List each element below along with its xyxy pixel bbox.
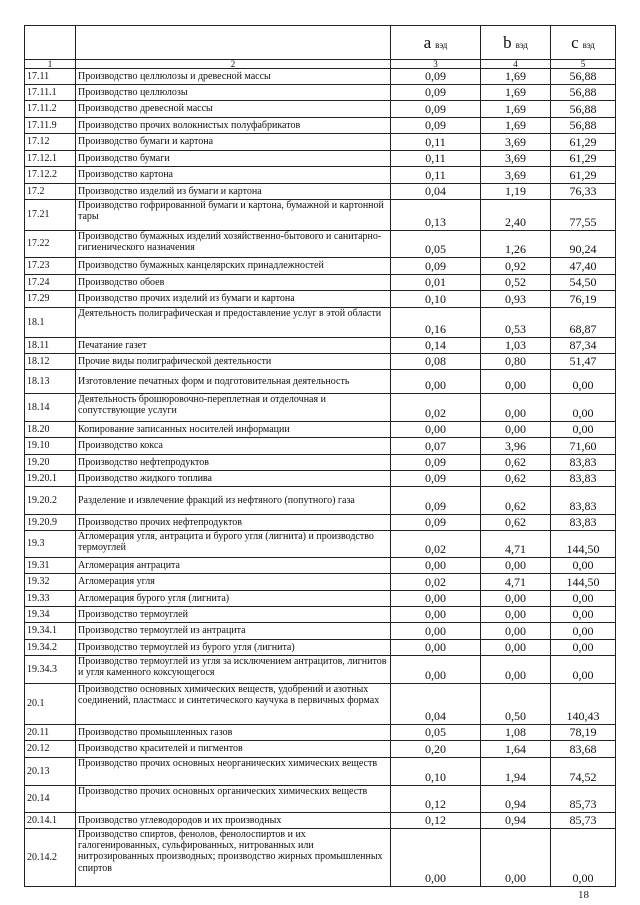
column-number: 1 bbox=[25, 60, 76, 69]
table-row bbox=[25, 275, 616, 291]
row-c-value: 0,00 bbox=[551, 370, 616, 394]
row-name: Производство прочих основных неорганических химических веществ bbox=[76, 758, 391, 786]
row-name: Производство целлюлозы и древесной массы bbox=[76, 69, 391, 85]
row-name: Производство красителей и пигментов bbox=[76, 741, 391, 758]
column-number: 5 bbox=[551, 60, 616, 69]
row-code: 17.11.1 bbox=[25, 85, 76, 101]
row-a-value: 0,05 bbox=[391, 725, 481, 741]
row-code: 19.33 bbox=[25, 591, 76, 607]
row-code: 17.22 bbox=[25, 231, 76, 258]
row-name: Производство изделий из бумаги и картона bbox=[76, 184, 391, 200]
row-c-value: 0,00 bbox=[551, 591, 616, 607]
header-row bbox=[25, 26, 616, 60]
row-code: 18.14 bbox=[25, 394, 76, 422]
table-row bbox=[25, 101, 616, 118]
row-code: 18.12 bbox=[25, 354, 76, 370]
row-b-value: 0,94 bbox=[481, 813, 551, 829]
table-row bbox=[25, 558, 616, 574]
row-a-value: 0,11 bbox=[391, 167, 481, 184]
row-code: 19.20.9 bbox=[25, 515, 76, 531]
row-c-value: 74,52 bbox=[551, 758, 616, 786]
column-number: 2 bbox=[76, 60, 391, 69]
row-a-value: 0,04 bbox=[391, 184, 481, 200]
row-b-value: 0,93 bbox=[481, 291, 551, 308]
row-b-value: 1,69 bbox=[481, 85, 551, 101]
row-c-value: 144,50 bbox=[551, 574, 616, 591]
row-a-value: 0,04 bbox=[391, 684, 481, 725]
row-code: 20.11 bbox=[25, 725, 76, 741]
row-b-value: 0,50 bbox=[481, 684, 551, 725]
table-row bbox=[25, 515, 616, 531]
row-code: 19.20.2 bbox=[25, 487, 76, 515]
row-a-value: 0,09 bbox=[391, 118, 481, 134]
row-name: Агломерация угля, антрацита и бурого угля (лигнита) и производство термоуглей bbox=[76, 531, 391, 558]
table-row bbox=[25, 184, 616, 200]
table-row bbox=[25, 151, 616, 167]
row-a-value: 0,00 bbox=[391, 623, 481, 640]
row-code: 20.14.2 bbox=[25, 829, 76, 887]
row-c-value: 90,24 bbox=[551, 231, 616, 258]
table-row bbox=[25, 291, 616, 308]
row-b-value: 0,00 bbox=[481, 394, 551, 422]
row-name: Агломерация угля bbox=[76, 574, 391, 591]
header-b-label: b bbox=[503, 32, 512, 52]
row-code: 19.20 bbox=[25, 455, 76, 471]
row-name: Производство прочих изделий из бумаги и картона bbox=[76, 291, 391, 308]
header-a bbox=[391, 26, 481, 60]
row-c-value: 0,00 bbox=[551, 623, 616, 640]
row-code: 20.13 bbox=[25, 758, 76, 786]
row-c-value: 54,50 bbox=[551, 275, 616, 291]
row-c-value: 76,19 bbox=[551, 291, 616, 308]
row-code: 17.23 bbox=[25, 258, 76, 275]
row-a-value: 0,10 bbox=[391, 291, 481, 308]
row-name: Производство бумаги bbox=[76, 151, 391, 167]
table-row bbox=[25, 85, 616, 101]
row-c-value: 0,00 bbox=[551, 607, 616, 623]
row-code: 17.11.2 bbox=[25, 101, 76, 118]
row-b-value: 0,62 bbox=[481, 515, 551, 531]
table-row bbox=[25, 574, 616, 591]
row-a-value: 0,00 bbox=[391, 558, 481, 574]
row-name: Печатание газет bbox=[76, 338, 391, 354]
row-b-value: 0,52 bbox=[481, 275, 551, 291]
row-a-value: 0,14 bbox=[391, 338, 481, 354]
row-a-value: 0,20 bbox=[391, 741, 481, 758]
row-b-value: 0,80 bbox=[481, 354, 551, 370]
row-b-value: 3,69 bbox=[481, 151, 551, 167]
row-a-value: 0,02 bbox=[391, 394, 481, 422]
row-c-value: 71,60 bbox=[551, 438, 616, 455]
row-a-value: 0,12 bbox=[391, 813, 481, 829]
row-name: Деятельность полиграфическая и предоставление услуг в этой области bbox=[76, 308, 391, 338]
row-name: Производство целлюлозы bbox=[76, 85, 391, 101]
row-code: 17.29 bbox=[25, 291, 76, 308]
table-row bbox=[25, 118, 616, 134]
row-name: Производство основных химических веществ, удобрений и азотных соединений, пластмасс и синтетического каучука в первичных формах bbox=[76, 684, 391, 725]
row-c-value: 0,00 bbox=[551, 640, 616, 656]
row-b-value: 1,94 bbox=[481, 758, 551, 786]
row-a-value: 0,09 bbox=[391, 487, 481, 515]
row-b-value: 0,00 bbox=[481, 829, 551, 887]
table-row bbox=[25, 640, 616, 656]
row-a-value: 0,07 bbox=[391, 438, 481, 455]
row-name: Производство прочих нефтепродуктов bbox=[76, 515, 391, 531]
row-b-value: 4,71 bbox=[481, 574, 551, 591]
row-c-value: 78,19 bbox=[551, 725, 616, 741]
row-c-value: 0,00 bbox=[551, 558, 616, 574]
table-row bbox=[25, 607, 616, 623]
row-a-value: 0,12 bbox=[391, 786, 481, 813]
row-name: Производство прочих волокнистых полуфабрикатов bbox=[76, 118, 391, 134]
table-row bbox=[25, 308, 616, 338]
row-code: 19.31 bbox=[25, 558, 76, 574]
row-name: Изготовление печатных форм и подготовительная деятельность bbox=[76, 370, 391, 394]
header-c-label: c bbox=[571, 32, 579, 52]
row-name: Производство углеводородов и их производных bbox=[76, 813, 391, 829]
row-c-value: 56,88 bbox=[551, 118, 616, 134]
row-a-value: 0,01 bbox=[391, 275, 481, 291]
table-row bbox=[25, 167, 616, 184]
row-code: 20.14 bbox=[25, 786, 76, 813]
coefficients-table bbox=[24, 25, 616, 887]
row-c-value: 68,87 bbox=[551, 308, 616, 338]
row-c-value: 56,88 bbox=[551, 69, 616, 85]
row-code: 18.11 bbox=[25, 338, 76, 354]
row-code: 19.10 bbox=[25, 438, 76, 455]
row-code: 20.14.1 bbox=[25, 813, 76, 829]
header-c bbox=[551, 26, 616, 60]
row-name: Производство гофрированной бумаги и картона, бумажной и картонной тары bbox=[76, 200, 391, 231]
row-name: Производство термоуглей bbox=[76, 607, 391, 623]
table-row bbox=[25, 786, 616, 813]
row-code: 19.20.1 bbox=[25, 471, 76, 487]
row-code: 18.20 bbox=[25, 422, 76, 438]
row-a-value: 0,09 bbox=[391, 85, 481, 101]
row-b-value: 0,53 bbox=[481, 308, 551, 338]
table-row bbox=[25, 69, 616, 85]
row-c-value: 76,33 bbox=[551, 184, 616, 200]
table-row bbox=[25, 455, 616, 471]
row-a-value: 0,09 bbox=[391, 69, 481, 85]
row-a-value: 0,00 bbox=[391, 656, 481, 684]
row-a-value: 0,00 bbox=[391, 591, 481, 607]
row-code: 17.12 bbox=[25, 134, 76, 151]
row-a-value: 0,09 bbox=[391, 101, 481, 118]
row-code: 17.12.2 bbox=[25, 167, 76, 184]
row-name: Производство кокса bbox=[76, 438, 391, 455]
row-c-value: 47,40 bbox=[551, 258, 616, 275]
row-c-value: 140,43 bbox=[551, 684, 616, 725]
row-name: Производство прочих основных органических химических веществ bbox=[76, 786, 391, 813]
table-row bbox=[25, 338, 616, 354]
header-b-sub: вэд bbox=[515, 39, 528, 50]
row-code: 19.3 bbox=[25, 531, 76, 558]
row-a-value: 0,09 bbox=[391, 258, 481, 275]
row-name: Производство бумажных канцелярских принадлежностей bbox=[76, 258, 391, 275]
row-c-value: 0,00 bbox=[551, 829, 616, 887]
row-b-value: 0,62 bbox=[481, 487, 551, 515]
row-a-value: 0,09 bbox=[391, 515, 481, 531]
row-b-value: 1,03 bbox=[481, 338, 551, 354]
table-row bbox=[25, 258, 616, 275]
row-a-value: 0,11 bbox=[391, 134, 481, 151]
row-c-value: 83,83 bbox=[551, 487, 616, 515]
table-row bbox=[25, 684, 616, 725]
row-code: 17.21 bbox=[25, 200, 76, 231]
row-b-value: 3,69 bbox=[481, 167, 551, 184]
row-c-value: 83,83 bbox=[551, 515, 616, 531]
row-c-value: 61,29 bbox=[551, 151, 616, 167]
row-name: Агломерация антрацита bbox=[76, 558, 391, 574]
row-a-value: 0,02 bbox=[391, 574, 481, 591]
row-a-value: 0,00 bbox=[391, 370, 481, 394]
row-a-value: 0,13 bbox=[391, 200, 481, 231]
row-a-value: 0,10 bbox=[391, 758, 481, 786]
row-name: Копирование записанных носителей информации bbox=[76, 422, 391, 438]
row-name: Агломерация бурого угля (лигнита) bbox=[76, 591, 391, 607]
table-row bbox=[25, 134, 616, 151]
row-b-value: 3,69 bbox=[481, 134, 551, 151]
row-name: Производство обоев bbox=[76, 275, 391, 291]
column-numbers-row bbox=[25, 60, 616, 69]
row-b-value: 0,00 bbox=[481, 422, 551, 438]
row-a-value: 0,00 bbox=[391, 640, 481, 656]
table-row bbox=[25, 438, 616, 455]
row-c-value: 0,00 bbox=[551, 394, 616, 422]
row-b-value: 0,00 bbox=[481, 591, 551, 607]
header-code bbox=[25, 26, 76, 60]
header-a-label: a bbox=[423, 32, 432, 52]
row-name: Производство спиртов, фенолов, фенолоспиртов и их галогенированных, сульфированных, нитрованных или нитрозированных производных; производство жирных промышленных спиртов bbox=[76, 829, 391, 887]
row-code: 18.13 bbox=[25, 370, 76, 394]
row-b-value: 1,19 bbox=[481, 184, 551, 200]
table-row bbox=[25, 591, 616, 607]
row-name: Деятельность брошюровочно-переплетная и отделочная и сопутствующие услуги bbox=[76, 394, 391, 422]
row-code: 17.11 bbox=[25, 69, 76, 85]
row-b-value: 1,69 bbox=[481, 118, 551, 134]
table-row bbox=[25, 741, 616, 758]
row-b-value: 0,62 bbox=[481, 455, 551, 471]
row-b-value: 0,00 bbox=[481, 623, 551, 640]
row-code: 18.1 bbox=[25, 308, 76, 338]
row-a-value: 0,00 bbox=[391, 607, 481, 623]
row-a-value: 0,09 bbox=[391, 455, 481, 471]
row-c-value: 0,00 bbox=[551, 422, 616, 438]
row-b-value: 0,92 bbox=[481, 258, 551, 275]
header-a-sub: вэд bbox=[435, 39, 448, 50]
row-b-value: 1,69 bbox=[481, 101, 551, 118]
table-row bbox=[25, 623, 616, 640]
row-c-value: 51,47 bbox=[551, 354, 616, 370]
table-row bbox=[25, 394, 616, 422]
row-code: 17.12.1 bbox=[25, 151, 76, 167]
row-name: Прочие виды полиграфической деятельности bbox=[76, 354, 391, 370]
row-c-value: 83,83 bbox=[551, 455, 616, 471]
row-code: 19.32 bbox=[25, 574, 76, 591]
row-code: 19.34.1 bbox=[25, 623, 76, 640]
row-code: 20.12 bbox=[25, 741, 76, 758]
row-b-value: 4,71 bbox=[481, 531, 551, 558]
row-c-value: 85,73 bbox=[551, 813, 616, 829]
row-c-value: 87,34 bbox=[551, 338, 616, 354]
row-name: Производство термоуглей из бурого угля (лигнита) bbox=[76, 640, 391, 656]
row-name: Производство нефтепродуктов bbox=[76, 455, 391, 471]
row-b-value: 1,69 bbox=[481, 69, 551, 85]
row-c-value: 0,00 bbox=[551, 656, 616, 684]
column-number: 3 bbox=[391, 60, 481, 69]
row-c-value: 83,68 bbox=[551, 741, 616, 758]
table-row bbox=[25, 829, 616, 887]
row-code: 19.34.2 bbox=[25, 640, 76, 656]
row-c-value: 83,83 bbox=[551, 471, 616, 487]
row-code: 17.11.9 bbox=[25, 118, 76, 134]
page-number: 18 bbox=[578, 889, 589, 901]
row-name: Производство жидкого топлива bbox=[76, 471, 391, 487]
row-code: 19.34.3 bbox=[25, 656, 76, 684]
table-row bbox=[25, 354, 616, 370]
table-row bbox=[25, 231, 616, 258]
row-a-value: 0,11 bbox=[391, 151, 481, 167]
row-b-value: 1,64 bbox=[481, 741, 551, 758]
row-name: Производство термоуглей из угля за исключением антрацитов, лигнитов и угля каменного коксующегося bbox=[76, 656, 391, 684]
row-c-value: 61,29 bbox=[551, 167, 616, 184]
table-row bbox=[25, 471, 616, 487]
row-b-value: 0,94 bbox=[481, 786, 551, 813]
row-a-value: 0,05 bbox=[391, 231, 481, 258]
row-a-value: 0,08 bbox=[391, 354, 481, 370]
header-c-sub: вэд bbox=[582, 39, 595, 50]
table-row bbox=[25, 813, 616, 829]
row-name: Производство бумажных изделий хозяйственно-бытового и санитарно-гигиенического назначения bbox=[76, 231, 391, 258]
row-code: 17.2 bbox=[25, 184, 76, 200]
row-b-value: 0,62 bbox=[481, 471, 551, 487]
table-row bbox=[25, 487, 616, 515]
row-c-value: 56,88 bbox=[551, 101, 616, 118]
table-row bbox=[25, 370, 616, 394]
table-row bbox=[25, 422, 616, 438]
row-b-value: 0,00 bbox=[481, 607, 551, 623]
row-name: Производство промышленных газов bbox=[76, 725, 391, 741]
row-c-value: 77,55 bbox=[551, 200, 616, 231]
row-name: Производство термоуглей из антрацита bbox=[76, 623, 391, 640]
row-c-value: 61,29 bbox=[551, 134, 616, 151]
row-b-value: 0,00 bbox=[481, 640, 551, 656]
row-b-value: 1,08 bbox=[481, 725, 551, 741]
row-code: 17.24 bbox=[25, 275, 76, 291]
row-b-value: 0,00 bbox=[481, 370, 551, 394]
header-name bbox=[76, 26, 391, 60]
row-name: Производство бумаги и картона bbox=[76, 134, 391, 151]
row-code: 19.34 bbox=[25, 607, 76, 623]
table-row bbox=[25, 725, 616, 741]
row-a-value: 0,00 bbox=[391, 829, 481, 887]
row-b-value: 2,40 bbox=[481, 200, 551, 231]
table-row bbox=[25, 200, 616, 231]
row-a-value: 0,00 bbox=[391, 422, 481, 438]
row-c-value: 144,50 bbox=[551, 531, 616, 558]
row-c-value: 85,73 bbox=[551, 786, 616, 813]
row-b-value: 1,26 bbox=[481, 231, 551, 258]
row-b-value: 0,00 bbox=[481, 558, 551, 574]
row-b-value: 0,00 bbox=[481, 656, 551, 684]
row-a-value: 0,02 bbox=[391, 531, 481, 558]
header-b bbox=[481, 26, 551, 60]
row-code: 20.1 bbox=[25, 684, 76, 725]
row-name: Производство картона bbox=[76, 167, 391, 184]
row-a-value: 0,16 bbox=[391, 308, 481, 338]
row-name: Производство древесной массы bbox=[76, 101, 391, 118]
row-b-value: 3,96 bbox=[481, 438, 551, 455]
column-number: 4 bbox=[481, 60, 551, 69]
row-name: Разделение и извлечение фракций из нефтяного (попутного) газа bbox=[76, 487, 391, 515]
row-a-value: 0,09 bbox=[391, 471, 481, 487]
table-row bbox=[25, 531, 616, 558]
row-c-value: 56,88 bbox=[551, 85, 616, 101]
table-row bbox=[25, 758, 616, 786]
table-row bbox=[25, 656, 616, 684]
